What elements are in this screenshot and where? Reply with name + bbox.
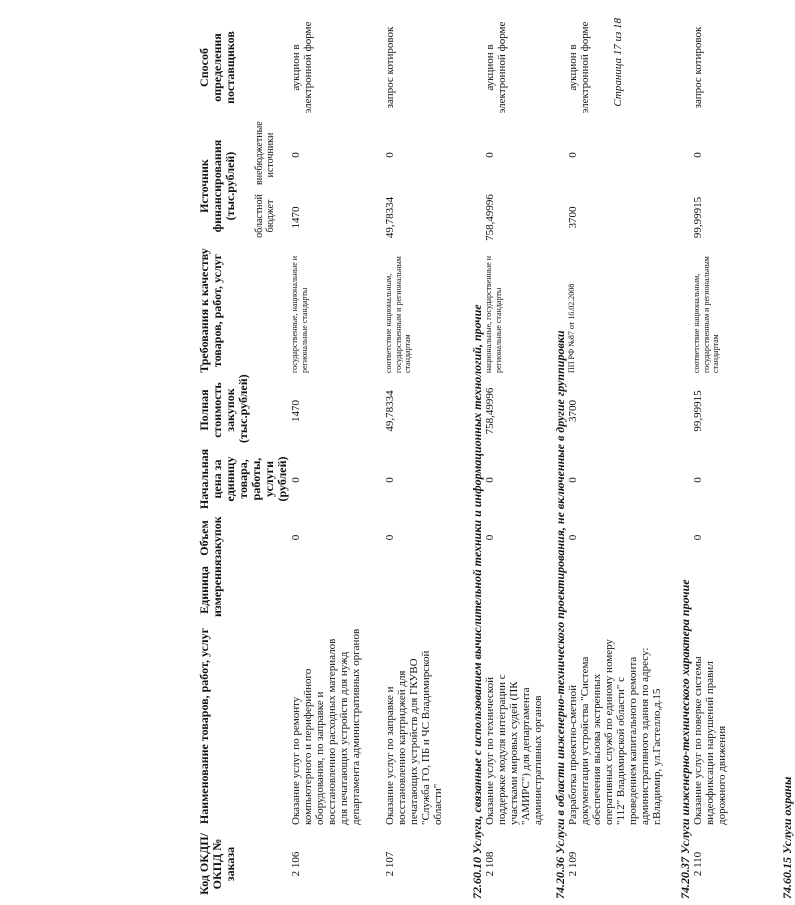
cell-offbudget: 0 [484, 152, 496, 158]
header-funding-offbudget: внебюджетные источники [254, 121, 276, 185]
cell-volume: 0 [290, 534, 302, 541]
cell-method: аукцион в электронной форме [290, 21, 314, 114]
cell-offbudget: 0 [567, 152, 579, 158]
cell-code: 2 110 [692, 851, 704, 877]
cell-method: аукцион в электронной форме [567, 21, 591, 114]
cell-requirements: соответствие национальным, государственным и региональным стандартам [384, 256, 412, 373]
section-heading: 74.20.37 Услуги инженерно-технического характера прочие [678, 579, 692, 899]
section-heading: 74.20.36 Услуги в области инженерно-технического проектирования, не включенные в другие группировки [553, 330, 567, 899]
header-volume: Объем закупок [197, 516, 224, 560]
cell-regional: 758,49996 [484, 194, 496, 241]
cell-regional: 49,78334 [384, 196, 396, 239]
header-unit: Единица измерения [197, 559, 224, 617]
header-code: Код ОКДП/ ОКПД № заказа [197, 833, 237, 895]
cell-total: 758,49996 [484, 387, 496, 435]
cell-code: 2 109 [567, 851, 579, 877]
cell-price: 0 [484, 477, 496, 483]
cell-code: 2 107 [384, 851, 396, 877]
cell-price: 0 [692, 477, 704, 483]
section-heading: 74.60.15 Услуги охраны [780, 776, 794, 899]
cell-regional: 99,99915 [692, 196, 704, 239]
section-heading: 72.60.10 Услуги, связанные с использованием вычислительной техники и информационных технологий, прочие [470, 304, 484, 899]
cell-price: 0 [567, 477, 579, 483]
header-requirements: Требования к качеству товаров, работ, услуг [197, 248, 224, 373]
header-total: Полная стоимость закупок (тыс.рублей) [197, 374, 250, 443]
cell-volume: 0 [484, 534, 496, 541]
cell-name: Оказание услуг по поверке системы видеофиксации нарушений правил дорожного движения [692, 656, 728, 825]
cell-total: 1470 [290, 400, 302, 422]
cell-method: запрос котировок [384, 26, 396, 109]
cell-total: 99,99915 [692, 390, 704, 432]
header-price: Начальная цена за единицу товара, работы, услуги (рублей) [197, 448, 289, 510]
cell-requirements: ПП РФ №87 от 16.02.2008 [567, 283, 576, 373]
header-funding-regional: областной бюджет [254, 194, 276, 238]
cell-price: 0 [384, 477, 396, 483]
cell-code: 2 108 [484, 851, 496, 877]
cell-requirements: соответствие национальным, государственным и региональным стандартам [692, 256, 720, 373]
cell-offbudget: 0 [384, 152, 396, 158]
header-funding: Источник финансирования (тыс.рублей) [197, 139, 237, 233]
header-name: Наименование товаров, работ, услуг [197, 627, 211, 825]
cell-total: 49,78334 [384, 390, 396, 432]
cell-name: Разработка проектно-сметной документации устройства "Система обеспечения вызова экстренных оперативных служб по единому номеру "112" Владимирской области" с проведением капитального ремонта административного здания по адресу: г.Владимир, ул.Гастелло,д.15 [567, 639, 663, 825]
cell-offbudget: 0 [290, 152, 302, 158]
header-method: Способ определения поставщиков [197, 31, 237, 104]
cell-requirements: государственные, национальные и региональные стандарты [290, 255, 309, 373]
cell-name: Оказание услуг по ремонту компьютерного и периферийного оборудования, по заправке и восстановлению расходных материалов для печатающих устройств для нужд департамента административных органов [290, 628, 362, 825]
page-footer: Страница 17 из 18 [612, 18, 624, 107]
cell-method: аукцион в электронной форме [484, 21, 508, 114]
cell-regional: 3700 [567, 206, 579, 229]
cell-name: Оказание услуг по технической поддержке модуля интеграции с участками мировых судей (ПК "АМИРС") для департамента административных органов [484, 674, 544, 825]
cell-total: 3700 [567, 400, 579, 422]
cell-regional: 1470 [290, 206, 302, 229]
cell-method: запрос котировок [692, 26, 704, 109]
cell-name: Оказание услуг по заправке и восстановлению картриджей для печатающих устройств для ГКУВО "Служба ГО, ПБ и ЧС Владимирской области" [384, 650, 444, 825]
cell-code: 2 106 [290, 851, 302, 877]
cell-volume: 0 [692, 534, 704, 541]
cell-volume: 0 [384, 534, 396, 541]
cell-offbudget: 0 [692, 152, 704, 158]
cell-requirements: национальные, государственные и региональные стандарты [484, 255, 503, 373]
cell-price: 0 [290, 477, 302, 483]
cell-volume: 0 [567, 534, 579, 541]
